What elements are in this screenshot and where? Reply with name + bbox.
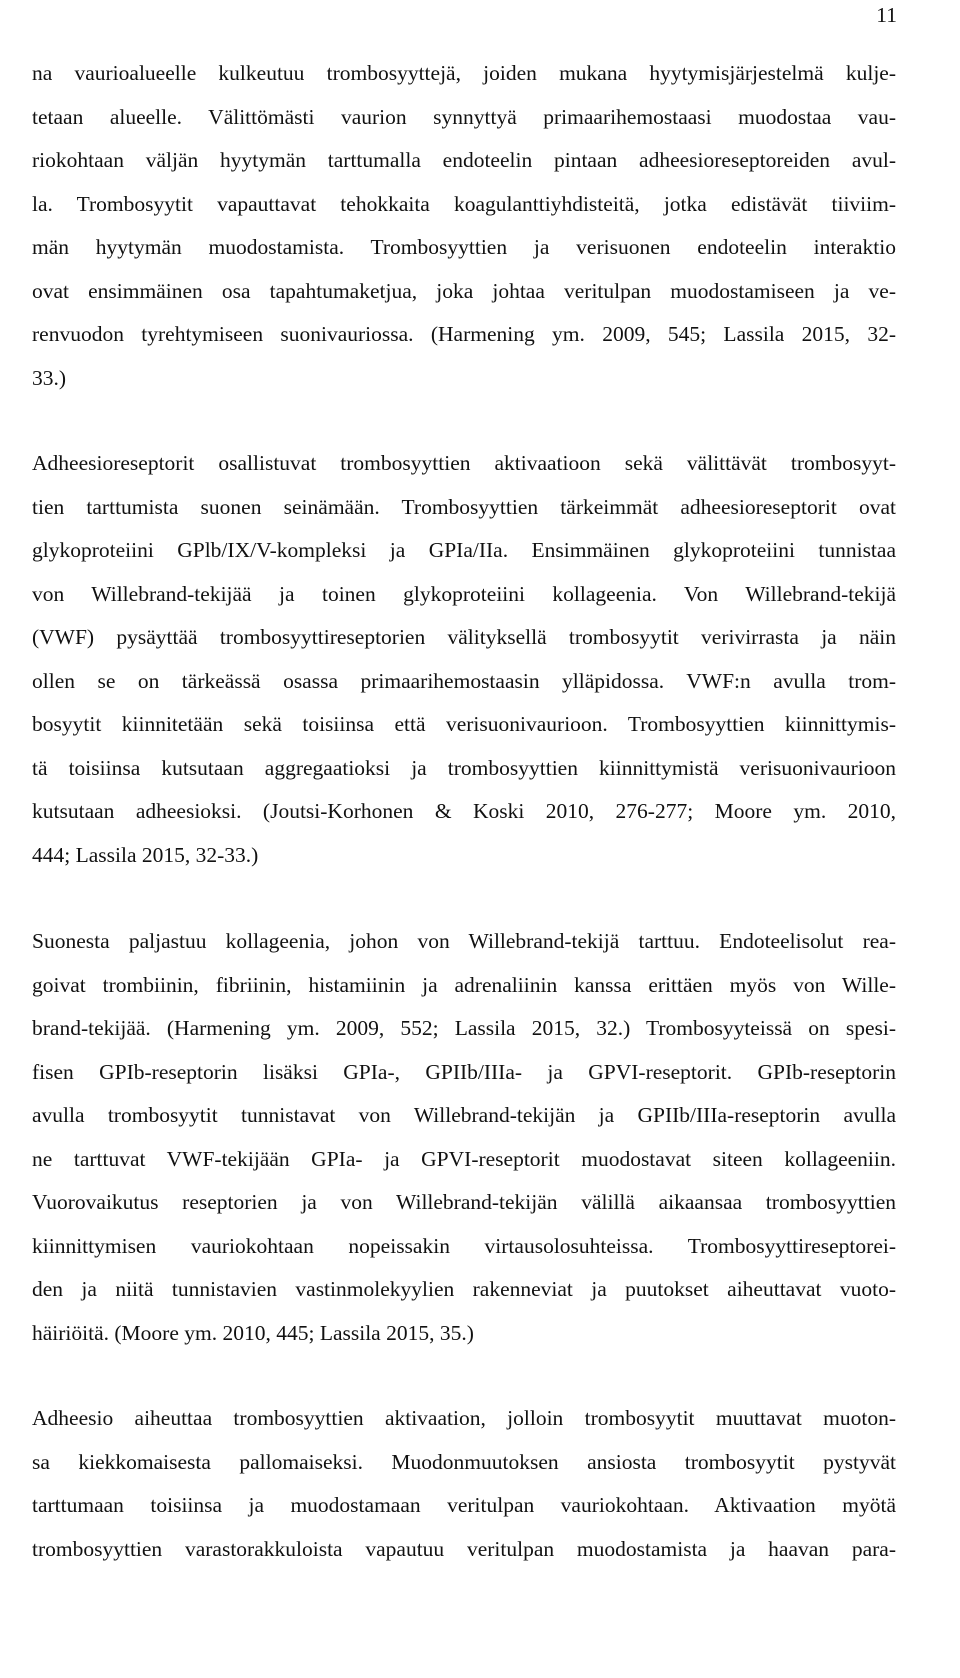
paragraph-3 [32, 920, 896, 1355]
text-line: Suonesta paljastuu kollageenia, johon von Willebrand-tekijä tarttuu. Endoteelisolut rea- [32, 929, 896, 953]
text-line: tetaan alueelle. Välittömästi vaurion synnyttyä primaarihemostaasi muodostaa vau- [32, 104, 896, 129]
text-line: brand-tekijää. (Harmening ym. 2009, 552; Lassila 2015, 32.) Trombosyyteissä on spesi- [32, 1016, 896, 1040]
text-line: män hyytymän muodostamista. Trombosyyttien ja verisuonen endoteelin interaktio [32, 235, 896, 259]
text-line: riokohtaan väljän hyytymän tarttumalla endoteelin pintaan adheesioreseptoreiden avul- [32, 148, 896, 172]
text-line: goivat trombiinin, fibriinin, histamiinin ja adrenaliinin kanssa erittäen myös von Wille- [32, 972, 896, 997]
text-line: kiinnittymisen vauriokohtaan nopeissakin virtausolosuhteissa. Trombosyyttireseptorei- [32, 1233, 896, 1258]
text-line: bosyytit kiinnitetään sekä toisiinsa että verisuonivaurioon. Trombosyyttien kiinnittymis- [32, 712, 896, 736]
paragraph-1 [32, 52, 896, 400]
text-line: 33.) [32, 365, 67, 390]
text-line: na vaurioalueelle kulkeutuu trombosyyttejä, joiden mukana hyytymisjärjestelmä kulje- [32, 61, 896, 85]
text-line: 444; Lassila 2015, 32-33.) [32, 842, 259, 867]
paragraph-2 [32, 442, 896, 877]
text-line: Adheesio aiheuttaa trombosyyttien aktivaation, jolloin trombosyytit muuttavat muoton- [32, 1406, 896, 1430]
paragraph-4 [32, 1397, 896, 1571]
text-line: avulla trombosyytit tunnistavat von Willebrand-tekijän ja GPIIb/IIIa-reseptorin avulla [32, 1103, 896, 1127]
page-number: 11 [876, 3, 897, 27]
text-line: Adheesioreseptorit osallistuvat trombosyyttien aktivaatioon sekä välittävät trombosyyt- [32, 451, 896, 475]
text-line: glykoproteiini GPlb/IX/V-kompleksi ja GPIa/IIa. Ensimmäinen glykoproteiini tunnistaa [32, 538, 896, 562]
text-line: von Willebrand-tekijää ja toinen glykoproteiini kollageenia. Von Willebrand-tekijä [32, 581, 896, 606]
text-line: fisen GPIb-reseptorin lisäksi GPIa-, GPIIb/IIIa- ja GPVI-reseptorit. GPIb-reseptorin [32, 1059, 896, 1084]
text-line: (VWF) pysäyttää trombosyyttireseptorien välityksellä trombosyytit verivirrasta ja näin [32, 625, 896, 649]
text-line: tarttumaan toisiinsa ja muodostamaan veritulpan vauriokohtaan. Aktivaation myötä [32, 1493, 896, 1517]
text-line: häiriöitä. (Moore ym. 2010, 445; Lassila 2015, 35.) [32, 1320, 474, 1345]
text-line: tien tarttumista suonen seinämään. Trombosyyttien tärkeimmät adheesioreseptorit ovat [32, 494, 896, 519]
text-line: la. Trombosyytit vapauttavat tehokkaita koagulanttiyhdisteitä, jotka edistävät tiiviim- [32, 191, 896, 216]
text-line: tä toisiinsa kutsutaan aggregaatioksi ja trombosyyttien kiinnittymistä verisuonivaurioon [32, 755, 896, 780]
text-line: trombosyyttien varastorakkuloista vapautuu veritulpan muodostamista ja haavan para- [32, 1536, 896, 1561]
text-line: kutsutaan adheesioksi. (Joutsi-Korhonen & Koski 2010, 276-277; Moore ym. 2010, [32, 799, 896, 823]
text-line: Vuorovaikutus reseptorien ja von Willebrand-tekijän välillä aikaansaa trombosyyttien [32, 1190, 896, 1214]
text-line: renvuodon tyrehtymiseen suonivauriossa. (Harmening ym. 2009, 545; Lassila 2015, 32- [32, 322, 896, 346]
text-line: ne tarttuvat VWF-tekijään GPIa- ja GPVI-reseptorit muodostavat siteen kollageeniin. [32, 1146, 896, 1171]
text-line: den ja niitä tunnistavien vastinmolekyylien rakenneviat ja puutokset aiheuttavat vuoto- [32, 1277, 896, 1301]
text-line: ollen se on tärkeässä osassa primaarihemostaasin ylläpidossa. VWF:n avulla trom- [32, 668, 896, 693]
text-line: ovat ensimmäinen osa tapahtumaketjua, joka johtaa veritulpan muodostamiseen ja ve- [32, 278, 896, 303]
text-line: sa kiekkomaisesta pallomaiseksi. Muodonmuutoksen ansiosta trombosyytit pystyvät [32, 1449, 896, 1474]
